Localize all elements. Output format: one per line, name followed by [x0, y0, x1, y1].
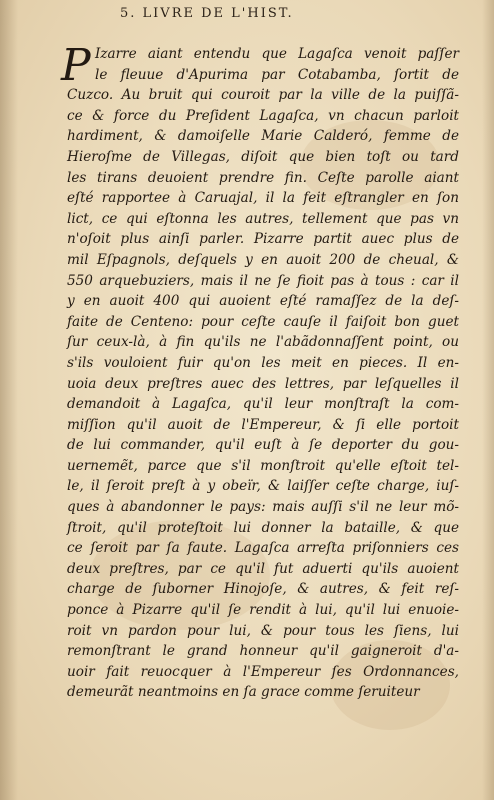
- gutter-shadow: [0, 0, 18, 800]
- text-line: 550 arquebuziers, mais il ne ſe fioit pas à tous : car il: [67, 272, 459, 289]
- text-line: demeurãt neantmoins en ſa grace comme ſeruiteur: [67, 684, 420, 701]
- text-line: deux preſtres, par ce qu'il fut aduerti qu'ils auoient: [67, 560, 459, 577]
- running-head: 5. LIVRE DE L'HIST.: [120, 6, 294, 21]
- text-line: le fleuue d'Apurima par Cotabamba, ſortit de: [95, 66, 459, 83]
- body-text: [61, 40, 459, 703]
- text-line: mil Eſpagnols, deſquels y en auoit 200 de cheual, &: [67, 251, 459, 268]
- text-line: ce & force du Preſident Lagaſca, vn chacun parloit: [67, 107, 459, 124]
- text-line: les tirans deuoient prendre fin. Ceſte parolle aiant: [67, 169, 459, 186]
- text-line: uoir fait reuocquer à l'Empereur ſes Ordonnances,: [67, 663, 459, 680]
- text-line: le, il ſeroit preſt à y obeïr, & laiſſer ceſte charge, iuſ-: [67, 478, 459, 495]
- text-line: y en auoit 400 qui auoient eſté ramaſſez de la deſ-: [67, 293, 459, 310]
- text-line: uernemẽt, parce que s'il monſtroit qu'elle eſtoit tel-: [67, 457, 459, 474]
- text-line: remonſtrant le grand honneur qu'il gaigneroit d'a-: [67, 643, 459, 660]
- text-line: de lui commander, qu'il euſt à ſe deporter du gou-: [67, 437, 459, 454]
- drop-cap: P: [61, 40, 91, 91]
- text-line: demandoit à Lagaſca, qu'il leur monſtraſt la com-: [67, 396, 459, 413]
- text-line: eſté rapportee à Caruajal, il la feit eſtrangler en ſon: [67, 190, 459, 207]
- text-line: uoia deux preſtres auec des lettres, par leſquelles il: [67, 375, 459, 392]
- text-line: ponce à Pizarre qu'il ſe rendit à lui, qu'il lui enuoie-: [67, 602, 459, 619]
- edge-shadow: [482, 0, 494, 800]
- text-line: lict, ce qui eſtonna les autres, tellement que pas vn: [67, 210, 459, 227]
- text-line: Hieroſme de Villegas, diſoit que bien toſt ou tard: [67, 148, 459, 165]
- text-line: n'oſoit plus ainſi parler. Pizarre partit auec plus de: [67, 231, 459, 248]
- text-line: s'ils vouloient fuir qu'on les meit en pieces. Il en-: [67, 354, 459, 371]
- text-line: ſur ceux-là, à fin qu'ils ne l'abãdonnaſſent point, ou: [67, 334, 459, 351]
- text-line: ques à abandonner le pays: mais auſſi s'il ne leur mõ-: [67, 499, 459, 516]
- first-line-text: Izarre aiant entendu que Lagaſca venoit paſſer: [95, 46, 459, 62]
- text-line: hardiment, & damoiſelle Marie Calderó, femme de: [67, 128, 459, 145]
- text-line: Cuzco. Au bruit qui couroit par la ville de la puiſſã-: [67, 87, 459, 104]
- text-line: charge de ſuborner Hinojoſe, & autres, & feit reſ-: [67, 581, 459, 598]
- text-line: ce ſeroit par ſa faute. Lagaſca arreſta priſonniers ces: [67, 540, 459, 557]
- text-line: miſſion qu'il auoit de l'Empereur, & ſi elle portoit: [67, 416, 459, 433]
- text-line: faite de Centeno: pour ceſte cauſe il faiſoit bon guet: [67, 313, 459, 330]
- text-line: ſtroit, qu'il proteſtoit lui donner la bataille, & que: [67, 519, 459, 536]
- text-line: roit vn pardon pour lui, & pour tous les ſiens, lui: [67, 622, 459, 639]
